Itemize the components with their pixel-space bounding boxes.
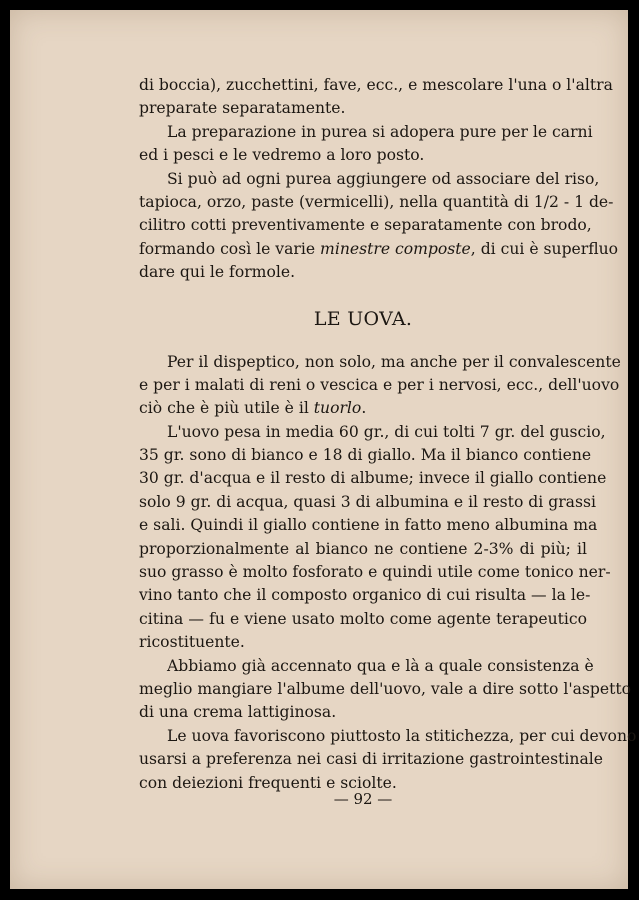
text-span: , di cui è superfluo — [470, 239, 619, 258]
text-line: meglio mangiare l'albume dell'uovo, vale a dire sotto l'aspetto — [139, 679, 632, 698]
text-line: Per il dispeptico, non solo, ma anche per il convalescente — [167, 352, 621, 371]
paragraph-6 — [139, 655, 632, 725]
text-line: usarsi a preferenza nei casi di irritazione gastrointestinale — [139, 750, 603, 769]
paragraph-3 — [139, 168, 619, 285]
text-line — [139, 238, 619, 261]
text-line: di una crema lattiginosa. — [139, 703, 337, 722]
text-line: Si può ad ogni purea aggiungere od associare del riso, — [167, 169, 600, 188]
text-line: preparate separatamente. — [139, 99, 346, 118]
text-span: ciò che è più utile è il — [139, 399, 314, 418]
text-line: di boccia), zucchettini, fave, ecc., e mescolare l'una o l'altra — [139, 76, 613, 94]
text-line: e sali. Quindi il giallo contiene in fatto meno albumina ma — [139, 516, 598, 535]
text-span: formando così le varie — [139, 239, 321, 258]
section-heading: LE UOVA. — [313, 307, 413, 330]
page-text-block — [139, 74, 637, 795]
text-line: tapioca, orzo, paste (vermicelli), nella quantità di 1/2 - 1 de- — [139, 192, 614, 211]
text-line: e per i malati di reni o vescica e per i nervosi, ecc., dell'uovo — [139, 375, 620, 394]
text-line: citina — fu e viene usato molto come agente terapeutico — [139, 609, 587, 628]
text-line: ricostituente. — [139, 633, 245, 652]
text-line: suo grasso è molto fosforato e quindi utile come tonico ner- — [139, 563, 611, 582]
text-line: cilitro cotti preventivamente e separatamente con brodo, — [139, 216, 592, 235]
text-line: L'uovo pesa in media 60 gr., di cui tolti 7 gr. del guscio, — [167, 422, 606, 441]
italic-term: minestre composte — [320, 239, 471, 258]
text-line: ed i pesci e le vedremo a loro posto. — [139, 146, 425, 165]
paragraph-5 — [139, 421, 611, 655]
text-line: Le uova favoriscono piuttosto la stitichezza, per cui devono — [167, 726, 637, 745]
paragraph-2 — [139, 121, 593, 168]
paragraph-7 — [139, 725, 637, 795]
text-line — [139, 397, 587, 420]
text-line: solo 9 gr. di acqua, quasi 3 di albumina e il resto di grassi — [139, 492, 596, 511]
text-line: proporzionalmente al bianco ne contiene 2-3% di più; il — [139, 539, 587, 558]
text-span: . — [361, 399, 367, 418]
text-line: Abbiamo già accennato qua e là a quale consistenza è — [167, 656, 594, 675]
italic-term: tuorlo — [313, 399, 362, 418]
text-line: La preparazione in purea si adopera pure per le carni — [167, 122, 593, 141]
text-line: 30 gr. d'acqua e il resto di albume; invece il giallo contiene — [139, 469, 607, 488]
text-line: 35 gr. sono di bianco e 18 di giallo. Ma il bianco contiene — [139, 446, 592, 465]
text-line: vino tanto che il composto organico di cui risulta — la le- — [139, 586, 591, 605]
page-number: — 92 — — [333, 790, 393, 808]
text-line: dare qui le formole. — [139, 263, 296, 282]
paragraph-1 — [139, 74, 613, 121]
text-line: con deiezioni frequenti e sciolte. — [139, 773, 397, 792]
paragraph-4 — [139, 351, 621, 421]
